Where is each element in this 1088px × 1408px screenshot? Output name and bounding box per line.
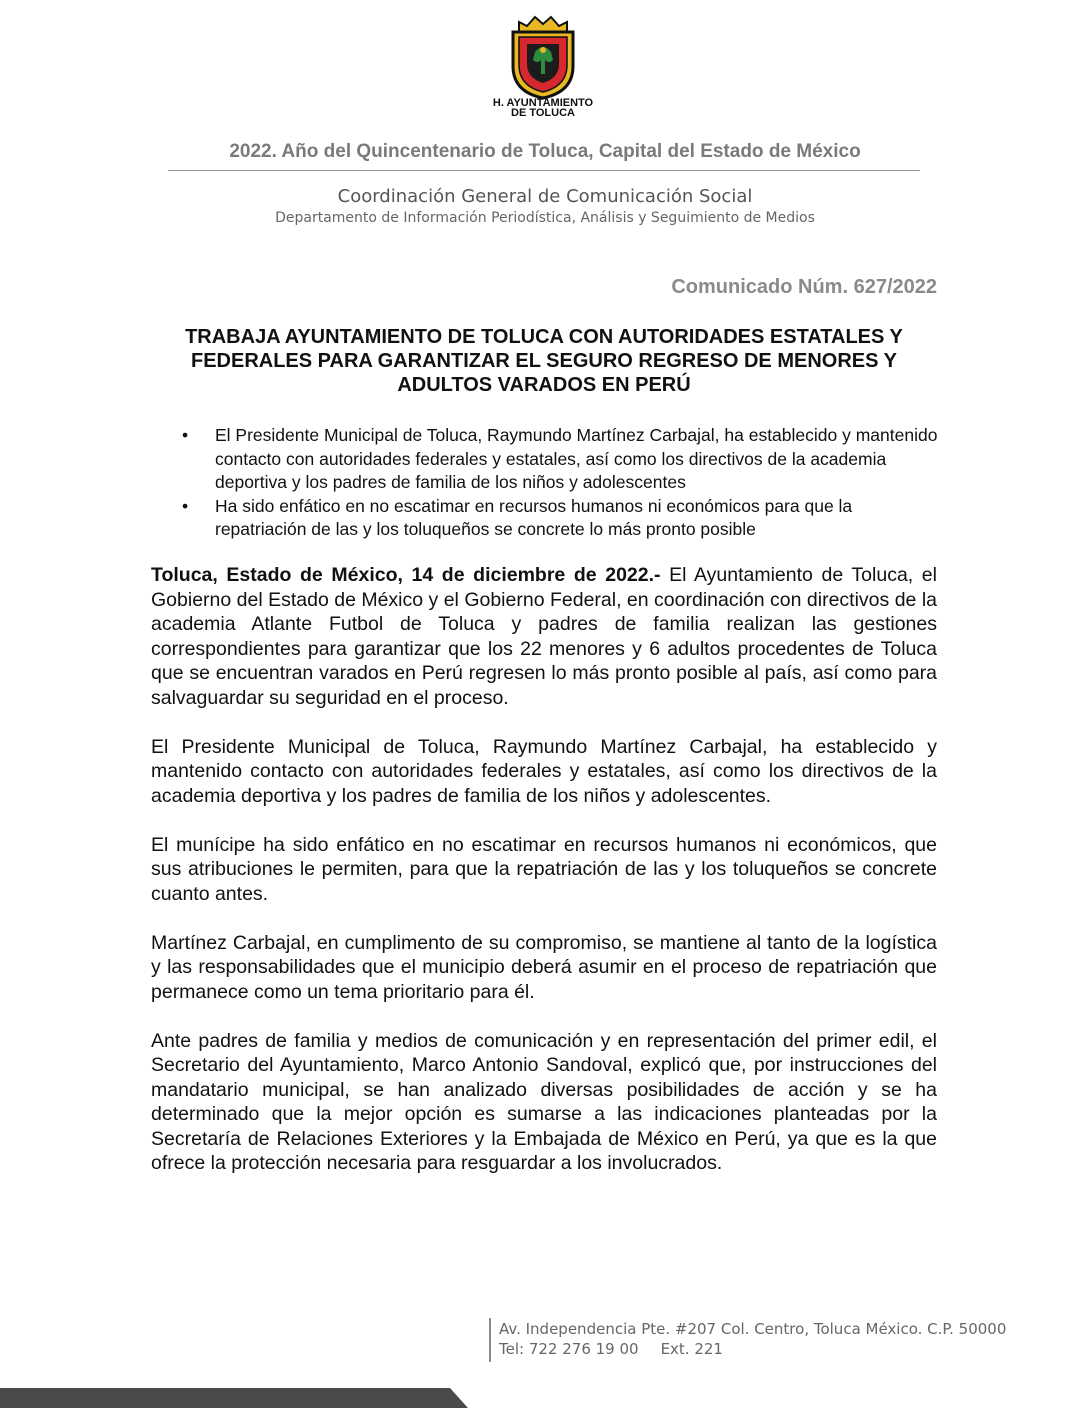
coordination-title: Coordinación General de Comunicación Social: [337, 186, 753, 207]
bullet-dot-icon: •: [182, 425, 189, 445]
logo-caption-line2: DE TOLUCA: [511, 107, 575, 119]
press-body: [151, 563, 937, 1200]
department-subtitle: Departamento de Información Periodística, Análisis y Seguimiento de Medios: [275, 210, 815, 226]
summary-bullets: [182, 424, 942, 542]
summary-bullet-1: • El Presidente Municipal de Toluca, Raymundo Martínez Carbajal, ha establecido y mantenido contacto con autoridades federales y estatales, así como los directivos de la academia deportiva y los padres de familia de los niños y adolescentes: [182, 425, 938, 492]
body-paragraph-5: Ante padres de familia y medios de comunicación y en representación del primer edil, el Secretario del Ayuntamiento, Marco Antonio Sandoval, explicó que, por instrucciones del mandatario municipal, se han analizado diversas posibilidades de acción y se ha determinado que la mejor opción es sumarse a las indicaciones planteadas por la Secretaría de Relaciones Exteriores y la Embajada de México en Perú, ya que es la que ofrece la protección necesaria para resguardar a los involucrados.: [151, 1029, 937, 1174]
body-paragraph-2: El Presidente Municipal de Toluca, Raymundo Martínez Carbajal, ha establecido y mantenido contacto con autoridades federales y estatales, así como los directivos de la academia deportiva y los padres de familia de los niños y adolescentes.: [151, 735, 937, 807]
dateline: Toluca, Estado de México, 14 de diciembre de 2022.-: [151, 564, 661, 586]
footer-phone-number: Tel: 722 276 19 00: [499, 1340, 639, 1358]
body-paragraph-4: Martínez Carbajal, en cumplimento de su compromiso, se mantiene al tanto de la logística y las responsabilidades que el municipio deberá asumir en el proceso de repatriación que permanece como un tema prioritario para él.: [151, 931, 937, 1003]
footer-phone: [499, 1340, 723, 1358]
communique-number: Comunicado Núm. 627/2022: [671, 276, 937, 298]
header-divider: [168, 170, 920, 171]
footer-address: Av. Independencia Pte. #207 Col. Centro, Toluca México. C.P. 50000: [499, 1320, 1007, 1338]
press-headline: TRABAJA AYUNTAMIENTO DE TOLUCA CON AUTORIDADES ESTATALES Y FEDERALES PARA GARANTIZAR EL SEGURO REGRESO DE MENORES Y ADULTOS VARADOS EN PERÚ: [185, 326, 903, 396]
footer-band: [0, 1388, 468, 1408]
footer-extension: Ext. 221: [660, 1340, 723, 1358]
logo-caption-line1: H. AYUNTAMIENTO: [492, 97, 594, 109]
body-paragraph-1: Toluca, Estado de México, 14 de diciembre de 2022.- El Ayuntamiento de Toluca, el Gobierno del Estado de México y el Gobierno Federal, en coordinación con directivos de la academia Atlante Futbol de Toluca y padres de familia realizan las gestiones correspondientes para garantizar que los 22 menores y 6 adultos procedentes de Toluca que se encuentran varados en Perú regresen lo más pronto posible al país, así como para salvaguardar su seguridad en el proceso.: [151, 564, 937, 709]
footer-divider: [489, 1318, 491, 1362]
bullet-dot-icon: •: [182, 495, 189, 516]
crest-icon: [505, 14, 581, 100]
summary-bullet-2: • Ha sido enfático en no escatimar en recursos humanos ni económicos para que la repatriación de las y los toluqueños se concrete lo más pronto posible: [182, 495, 853, 539]
year-motto: 2022. Año del Quincentenario de Toluca, Capital del Estado de México: [229, 141, 861, 162]
body-paragraph-3: El munícipe ha sido enfático en no escatimar en recursos humanos ni económicos, que sus atribuciones le permiten, para que la repatriación de las y los toluqueños se concrete cuanto antes.: [151, 833, 937, 905]
